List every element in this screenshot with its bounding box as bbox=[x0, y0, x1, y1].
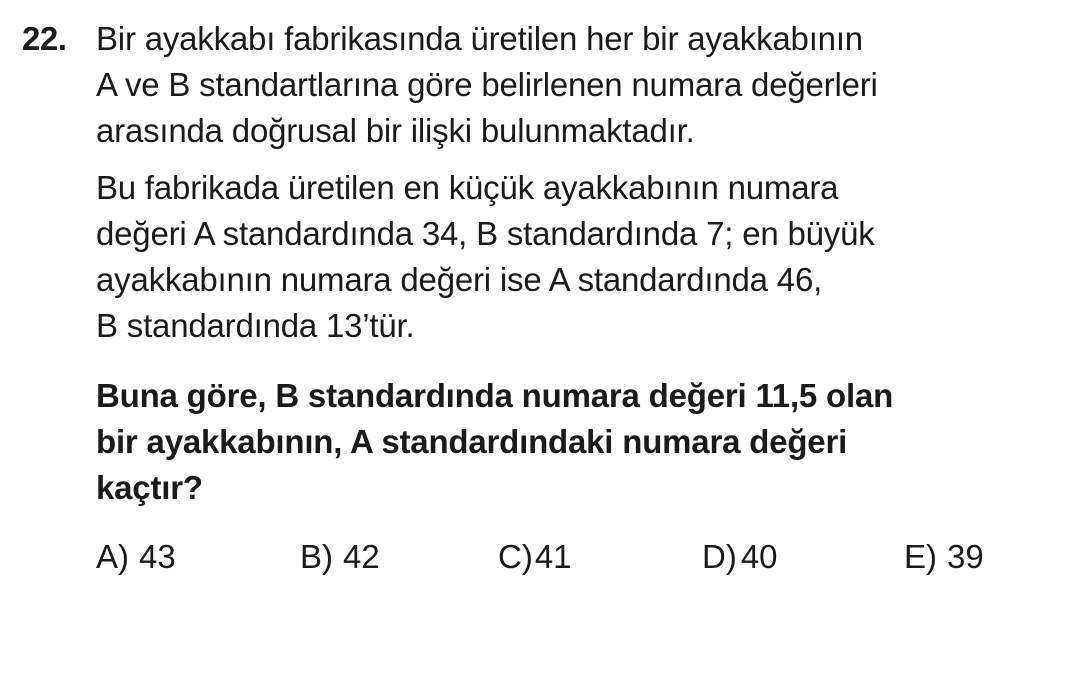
question-text-line: arasında doğrusal bir ilişki bulunmaktadır. bbox=[96, 112, 695, 149]
option-d[interactable] bbox=[702, 534, 778, 580]
question-text-line: Bu fabrikada üretilen en küçük ayakkabının numara bbox=[96, 169, 839, 206]
option-letter: C) bbox=[498, 538, 533, 575]
question-number: 22. bbox=[22, 20, 67, 57]
option-value: 43 bbox=[139, 538, 176, 575]
option-letter: A) bbox=[96, 538, 129, 575]
answer-options bbox=[96, 534, 1036, 582]
question-paragraph-data bbox=[96, 165, 1066, 349]
question-body bbox=[96, 16, 1066, 511]
option-value: 41 bbox=[534, 538, 572, 575]
option-b[interactable] bbox=[300, 534, 380, 580]
question-prompt bbox=[96, 373, 1066, 511]
question-prompt-line: Buna göre, B standardında numara değeri 11,5 olan bbox=[96, 377, 894, 414]
question-text-line: Bir ayakkabı fabrikasında üretilen her bir ayakkabının bbox=[96, 20, 863, 57]
question-paragraph-intro bbox=[96, 16, 1066, 154]
option-letter: E) bbox=[904, 538, 937, 575]
option-c[interactable] bbox=[498, 534, 572, 580]
question-text-line: değeri A standardında 34, B standardında 7; en büyük bbox=[96, 215, 875, 252]
option-e[interactable] bbox=[904, 534, 984, 580]
option-a[interactable] bbox=[96, 534, 176, 580]
question-text-line: ayakkabının numara değeri ise A standardında 46, bbox=[96, 261, 823, 298]
question-prompt-line: kaçtır? bbox=[96, 469, 203, 506]
option-value: 40 bbox=[740, 538, 778, 575]
question-prompt-line: bir ayakkabının, A standardındaki numara değeri bbox=[96, 423, 848, 460]
option-letter: B) bbox=[300, 538, 333, 575]
question-text-line: A ve B standartlarına göre belirlenen numara değerleri bbox=[96, 66, 878, 103]
question-text-line: B standardında 13’tür. bbox=[96, 307, 415, 344]
option-letter: D) bbox=[702, 538, 737, 575]
option-value: 39 bbox=[947, 538, 984, 575]
option-value: 42 bbox=[343, 538, 380, 575]
